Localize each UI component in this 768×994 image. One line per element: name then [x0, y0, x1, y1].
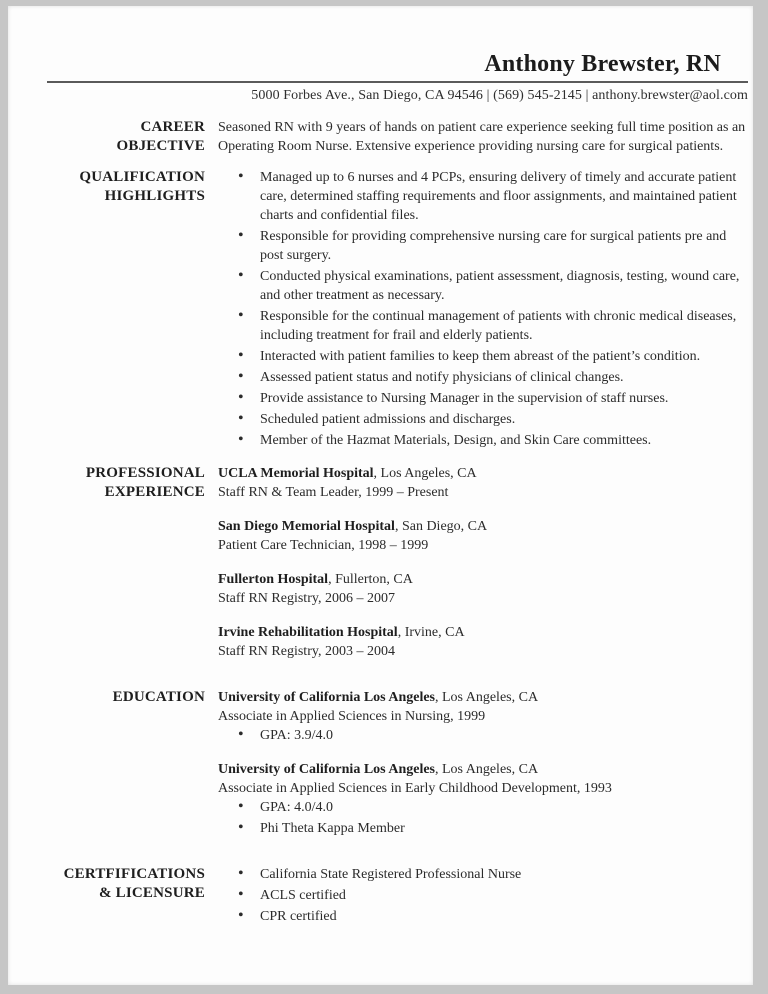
resume-body [47, 118, 748, 928]
list-item: • Responsible for the continual management of patients with chronic medical diseases, including treatment for frail and elderly patients. [218, 307, 748, 345]
job-entry [218, 570, 748, 608]
job-title-dates: Patient Care Technician, 1998 – 1999 [218, 538, 429, 553]
career-objective-text: Seasoned RN with 9 years of hands on patient care experience seeking full time position as an Operating Room Nurse. Extensive experience providing nursing care for surgical patients. [218, 120, 746, 154]
school-header [218, 688, 748, 707]
job-location: , San Diego, CA [394, 519, 488, 534]
job-location: , Los Angeles, CA [373, 466, 477, 481]
section-label-line: & LICENSURE [99, 885, 205, 901]
list-item: • Conducted physical examinations, patient assessment, diagnosis, testing, wound care, and other treatment as necessary. [218, 267, 748, 305]
job-header [218, 517, 748, 536]
employer-name: Irvine Rehabilitation Hospital [218, 625, 398, 640]
job-header [218, 570, 748, 589]
job-entry [218, 517, 748, 555]
school-name: University of California Los Angeles [218, 762, 435, 777]
section-label-line: QUALIFICATION [79, 169, 205, 185]
list-item: • ACLS certified [218, 886, 748, 905]
section-label [47, 688, 205, 853]
education-detail-list [218, 798, 748, 838]
section-career-objective [47, 118, 748, 156]
job-location: , Irvine, CA [397, 625, 465, 640]
list-item: • Phi Theta Kappa Member [218, 819, 748, 838]
section-label-line: CERTFIFICATIONS [63, 866, 205, 882]
job-entry [218, 464, 748, 502]
section-label-line: OBJECTIVE [116, 138, 205, 154]
list-item: • Responsible for providing comprehensive nursing care for surgical patients pre and post surgery. [218, 227, 748, 265]
section-label-line: EXPERIENCE [104, 484, 205, 500]
employer-name: Fullerton Hospital [218, 572, 329, 587]
contact-line: 5000 Forbes Ave., San Diego, CA 94546 | (569) 545-2145 | anthony.brewster@aol.com [251, 88, 748, 103]
section-professional-experience [47, 464, 748, 676]
school-header [218, 760, 748, 779]
list-item: • Interacted with patient families to keep them abreast of the patient’s condition. [218, 347, 748, 366]
header-rule [47, 81, 748, 83]
list-item: • GPA: 3.9/4.0 [218, 726, 748, 745]
list-item: • CPR certified [218, 907, 748, 926]
qualification-list [218, 168, 748, 450]
section-label [47, 118, 205, 156]
school-location: , Los Angeles, CA [435, 762, 539, 777]
section-label [47, 168, 205, 452]
degree-line: Associate in Applied Sciences in Early Childhood Development, 1993 [218, 781, 612, 796]
job-header [218, 623, 748, 642]
list-item: • California State Registered Professional Nurse [218, 865, 748, 884]
list-item: • Member of the Hazmat Materials, Design, and Skin Care committees. [218, 431, 748, 450]
list-item: • GPA: 4.0/4.0 [218, 798, 748, 817]
section-qualification-highlights [47, 168, 748, 452]
job-title-dates: Staff RN Registry, 2003 – 2004 [218, 644, 395, 659]
certifications-list [218, 865, 748, 926]
section-label-line: EDUCATION [112, 689, 205, 705]
job-location: , Fullerton, CA [328, 572, 413, 587]
resume-page [8, 6, 753, 985]
section-label-line: PROFESSIONAL [85, 465, 205, 481]
list-item: • Assessed patient status and notify physicians of clinical changes. [218, 368, 748, 387]
section-certifications-licensure [47, 865, 748, 928]
section-label-line: CAREER [140, 119, 205, 135]
person-name: Anthony Brewster, RN [484, 51, 721, 77]
employer-name: San Diego Memorial Hospital [218, 519, 395, 534]
section-education [47, 688, 748, 853]
employer-name: UCLA Memorial Hospital [218, 466, 374, 481]
list-item: • Managed up to 6 nurses and 4 PCPs, ensuring delivery of timely and accurate patient care, determined staffing requirements and floor assignments, and maintained patient charts and confidential files. [218, 168, 748, 225]
education-detail-list [218, 726, 748, 745]
section-label-line: HIGHLIGHTS [104, 188, 205, 204]
education-entry [218, 688, 748, 745]
degree-line: Associate in Applied Sciences in Nursing, 1999 [218, 709, 486, 724]
education-entry [218, 760, 748, 838]
school-name: University of California Los Angeles [218, 690, 435, 705]
job-header [218, 464, 748, 483]
job-title-dates: Staff RN & Team Leader, 1999 – Present [218, 485, 449, 500]
resume-header [47, 50, 748, 105]
list-item: • Scheduled patient admissions and discharges. [218, 410, 748, 429]
section-label [47, 865, 205, 928]
job-title-dates: Staff RN Registry, 2006 – 2007 [218, 591, 395, 606]
list-item: • Provide assistance to Nursing Manager in the supervision of staff nurses. [218, 389, 748, 408]
school-location: , Los Angeles, CA [435, 690, 539, 705]
section-label [47, 464, 205, 676]
job-entry [218, 623, 748, 661]
